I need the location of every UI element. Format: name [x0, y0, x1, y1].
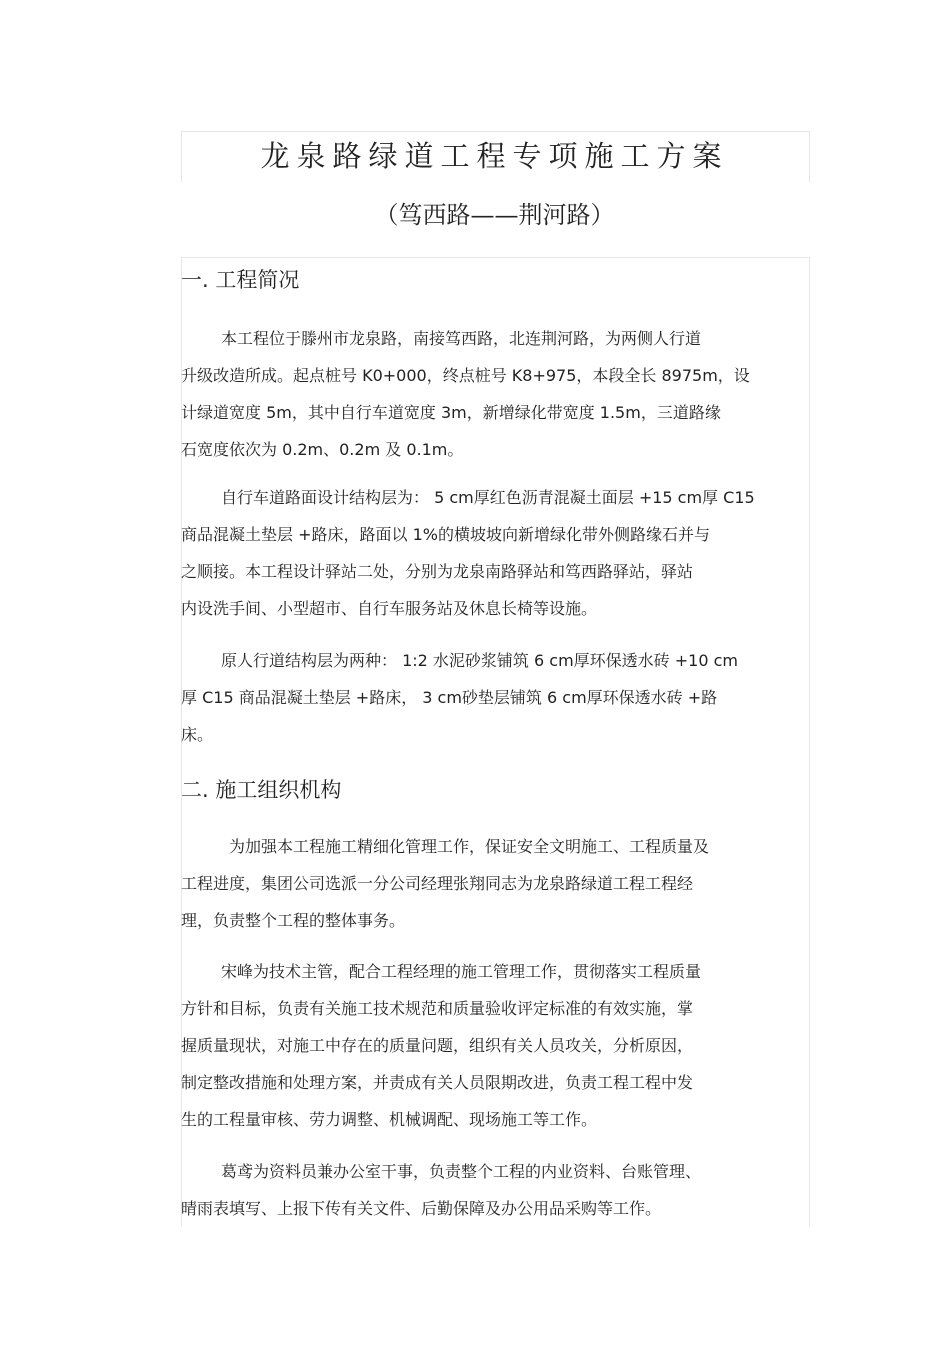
text-line: 为加强本工程施工精细化管理工作，保证安全文明施工、工程质量及	[229, 837, 710, 856]
text-line: 之顺接。本工程设计驿站二处，分别为龙泉南路驿站和笃西路驿站，驿站	[181, 562, 694, 581]
text-line: 商品混凝土垫层 +路床，路面以 1%的横坡坡向新增绿化带外侧路缘石并与	[181, 525, 710, 544]
paragraph-bike-lane-structure	[181, 479, 811, 627]
text-line: 自行车道路面设计结构层为： 5 cm厚红色沥青混凝土面层 +15 cm厚 C15	[221, 488, 755, 507]
text-line: 本工程位于滕州市龙泉路，南接笃西路，北连荆河路，为两侧人行道	[221, 329, 702, 348]
text-line: 计绿道宽度 5m，其中自行车道宽度 3m，新增绿化带宽度 1.5m，三道路缘	[181, 403, 721, 422]
text-line: 生的工程量审核、劳力调整、机械调配、现场施工等工作。	[181, 1110, 598, 1129]
text-line: 石宽度依次为 0.2m、0.2m 及 0.1m。	[181, 440, 464, 459]
text-line: 方针和目标，负责有关施工技术规范和质量验收评定标准的有效实施，掌	[181, 999, 694, 1018]
paragraph-document-clerk	[181, 1153, 811, 1227]
text-line: 制定整改措施和处理方案，并责成有关人员限期改进，负责工程工程中发	[181, 1073, 694, 1092]
paragraph-sidewalk-structure	[181, 642, 811, 753]
text-line: 握质量现状，对施工中存在的质量问题，组织有关人员攻关，分析原因，	[181, 1036, 694, 1055]
text-line: 原人行道结构层为两种： 1:2 水泥砂浆铺筑 6 cm厚环保透水砖 +10 cm	[221, 651, 738, 670]
paragraph-project-manager	[181, 828, 811, 939]
text-line: 内设洗手间、小型超市、自行车服务站及休息长椅等设施。	[181, 599, 598, 618]
text-line: 升级改造所成。起点桩号 K0+000，终点桩号 K8+975，本段全长 8975m，设	[181, 366, 750, 385]
paragraph-project-location	[181, 320, 811, 468]
text-line: 宋峰为技术主管，配合工程经理的施工管理工作，贯彻落实工程质量	[221, 962, 702, 981]
document-subtitle: （笃西路——荆河路）	[374, 201, 615, 229]
text-line: 葛鸢为资料员兼办公室干事，负责整个工程的内业资料、台账管理、	[221, 1162, 702, 1181]
text-line: 理，负责整个工程的整体事务。	[181, 911, 406, 930]
text-line: 床。	[181, 725, 214, 744]
text-line: 晴雨表填写、上报下传有关文件、后勤保障及办公用品采购等工作。	[181, 1199, 662, 1218]
text-line: 工程进度，集团公司选派一分公司经理张翔同志为龙泉路绿道工程工程经	[181, 874, 694, 893]
text-line: 厚 C15 商品混凝土垫层 +路床， 3 cm砂垫层铺筑 6 cm厚环保透水砖 +路	[181, 688, 718, 707]
section-heading-overview: 一. 工程简况	[181, 268, 300, 292]
document-title: 龙泉路绿道工程专项施工方案	[260, 139, 729, 173]
paragraph-technical-lead	[181, 953, 811, 1138]
section-heading-organization: 二. 施工组织机构	[181, 778, 342, 802]
